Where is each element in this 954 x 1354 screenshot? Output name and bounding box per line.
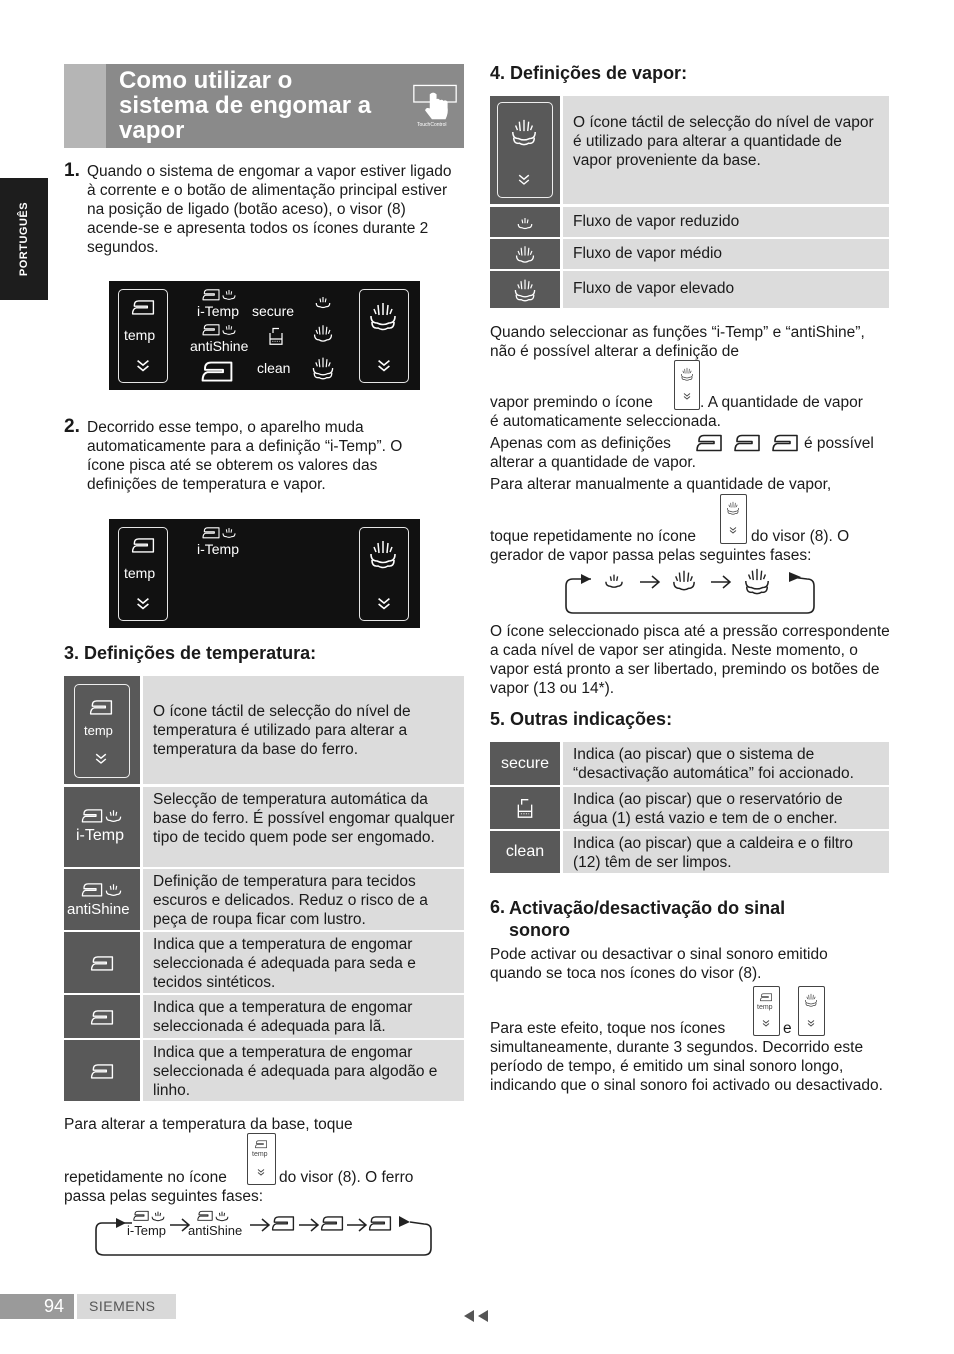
header-accent — [64, 64, 106, 148]
step-2-number: 2. — [64, 416, 80, 437]
chevron-down-icon — [806, 1019, 816, 1028]
temp-row-text: O ícone táctil de selecção do nível de temperatura é utilizado para alterar a temperatura da base do ferro. — [143, 676, 464, 784]
temp-small-button-icon — [753, 986, 780, 1036]
steam-low-icon — [603, 571, 625, 589]
sound-section-heading: Activação/desactivação do sinal sonoro — [509, 898, 786, 940]
steam-p3c: do visor (8). O — [751, 528, 850, 545]
temp-cycle-diagram — [92, 1206, 434, 1258]
itemp-steam-icon — [150, 1209, 166, 1222]
steam-row-text: Fluxo de vapor elevado — [563, 271, 889, 308]
step-1-number: 1. — [64, 160, 80, 181]
display-itemp — [109, 519, 420, 628]
other-row-tank — [490, 787, 889, 829]
page-number: 94 — [0, 1294, 74, 1319]
itemp-steam-icon — [104, 807, 123, 823]
temp-row-antishine — [64, 869, 464, 930]
itemp-label: i-Temp — [76, 827, 125, 844]
steam-high-icon — [743, 566, 771, 596]
steam-low-icon — [314, 294, 332, 309]
language-tab — [0, 178, 48, 300]
iron-3-dots-icon — [89, 1062, 115, 1080]
temp-row-text: Indica que a temperatura de engomar seleccionada é adequada para algodão e linho. — [143, 1040, 464, 1101]
steam-medium-icon — [514, 244, 536, 264]
iron-3-dots-icon — [367, 1214, 393, 1232]
iron-2-dots-icon — [732, 432, 762, 453]
temp-button-icon — [74, 684, 130, 778]
language-label: PORTUGUÊS — [18, 201, 30, 277]
steam-p1a: Quando seleccionar as funções “i-Temp” e “antiShine”, não é possível alterar a definição de — [490, 324, 865, 360]
other-row-text: Indica (ao piscar) que a caldeira e o filtro (12) têm de ser limpos. — [563, 831, 889, 873]
steam-high-icon — [680, 367, 694, 381]
temp-after-text-1: Para alterar a temperatura da base, toque — [64, 1116, 353, 1133]
chevron-down-icon — [682, 392, 692, 401]
chevron-down-icon — [134, 596, 152, 612]
antishine-steam-icon — [214, 1209, 230, 1222]
steam-p2a: Apenas com as definições — [490, 435, 671, 452]
iron-2-dots-cell — [64, 995, 140, 1038]
cycle-antishine-label: antiShine — [188, 1223, 243, 1238]
steam-p1b: vapor premindo o ícone — [490, 394, 653, 411]
step-2-text: Decorrido esse tempo, o aparelho muda automaticamente para a definição “i-Temp”. O ícone pisca até se obterem os valores das definições de temperatura e vapor. — [87, 419, 403, 493]
antishine-steam-icon — [221, 322, 237, 336]
temp-row-text: Definição de temperatura para tecidos escuros e delicados. Reduz o risco de a peça de roupa ficar com lustro. — [143, 869, 464, 930]
steam-low-cell — [490, 207, 560, 237]
itemp-steam-icon — [221, 287, 237, 301]
steam-row-text: Fluxo de vapor médio — [563, 239, 889, 269]
steam-row-text: Fluxo de vapor reduzido — [563, 207, 889, 237]
iron-1-dot-cell — [64, 932, 140, 993]
itemp-iron-icon — [132, 1209, 150, 1222]
display-all-icons — [109, 281, 420, 390]
display-temp-label: temp — [124, 565, 156, 581]
itemp-iron-icon — [201, 287, 221, 302]
display-secure-label: secure — [252, 303, 295, 319]
steam-row-medium — [490, 239, 889, 269]
steam-row-high — [490, 271, 889, 308]
chevron-down-icon — [516, 173, 532, 187]
cycle-itemp-label: i-Temp — [127, 1223, 167, 1238]
sound-p2c: simultaneamente, durante 3 segundos. Decorrido este período de tempo, é emitido um sinal sonoro longo, indicando que o sinal sonoro foi activado ou desactivado. — [490, 1039, 883, 1094]
chevron-down-icon — [761, 1019, 771, 1028]
chevron-down-icon — [256, 1168, 266, 1177]
steam-p3d: gerador de vapor passa pelas seguintes fases: — [490, 547, 812, 564]
temp-row-3dots — [64, 1040, 464, 1101]
temp-small-button-icon — [247, 1133, 276, 1185]
sound-p1: Pode activar ou desactivar o sinal sonoro emitido quando se toca nos ícones do visor (8). — [490, 946, 828, 982]
iron-icon — [254, 1139, 268, 1149]
steam-small-button-icon — [674, 360, 700, 410]
step-1-text: Quando o sistema de engomar a vapor estiver ligado à corrente e o botão de alimentação principal estiver na posição de ligado (botão aceso), o visor (8) acende-se e apresenta todos os ícones durante 2 segundos. — [87, 163, 452, 256]
iron-icon — [130, 298, 156, 316]
sound-p2a: Para este efeito, toque nos ícones — [490, 1020, 726, 1037]
display-steam-button — [359, 527, 409, 621]
steam-medium-icon — [671, 568, 697, 592]
chevron-down-icon — [93, 752, 109, 766]
other-row-secure — [490, 742, 889, 785]
temp-after-text-2: repetidamente no ícone — [64, 1169, 227, 1186]
steam-button-cell — [490, 96, 560, 204]
temp-row-button — [64, 676, 464, 784]
temp-after-text-3: do visor (8). O ferro — [279, 1169, 414, 1186]
antishine-icon-cell — [64, 869, 140, 930]
steam-high-icon — [804, 993, 818, 1007]
water-tank-icon — [515, 795, 535, 821]
steam-p2c: alterar a quantidade de vapor. — [490, 454, 696, 471]
antishine-steam-icon — [104, 881, 123, 897]
steam-high-icon — [513, 277, 537, 303]
clean-cell — [490, 831, 560, 873]
secure-cell — [490, 742, 560, 785]
water-tank-cell — [490, 787, 560, 829]
steam-high-icon — [726, 501, 740, 515]
iron-1-dot-icon — [694, 432, 724, 453]
steam-row-button — [490, 96, 889, 204]
iron-2-dots-icon — [89, 1008, 115, 1026]
other-section-heading: 5. Outras indicações: — [490, 709, 673, 729]
temp-row-2dots — [64, 995, 464, 1038]
itemp-iron-icon — [80, 807, 104, 824]
brand-label: SIEMENS — [77, 1294, 176, 1319]
temp-row-text: Selecção de temperatura automática da base do ferro. É possível engomar qualquer tipo de tecido quem pode ser engomado. — [143, 787, 464, 867]
page-title: Como utilizar o sistema de engomar a vapor — [119, 67, 372, 144]
steam-p1d: é automaticamente seleccionada. — [490, 413, 721, 430]
steam-high-icon — [368, 300, 398, 332]
steam-small-button-icon — [720, 494, 747, 544]
display-antishine-label: antiShine — [190, 338, 249, 354]
chevron-down-icon — [375, 596, 393, 612]
steam-row-low — [490, 207, 889, 237]
antishine-iron-icon — [201, 322, 221, 337]
temp-row-text: Indica que a temperatura de engomar seleccionada é adequada para seda e tecidos sintéticos. — [143, 932, 464, 993]
secure-label: secure — [500, 754, 550, 772]
display-itemp-label: i-Temp — [197, 541, 240, 557]
display-steam-button — [359, 289, 409, 383]
steam-high-icon — [311, 356, 335, 380]
steam-medium-cell — [490, 239, 560, 269]
antishine-iron-icon — [196, 1209, 214, 1222]
steam-cycle-diagram — [563, 566, 817, 616]
antishine-iron-icon — [80, 881, 104, 898]
touchcontrol-icon — [412, 83, 458, 121]
itemp-iron-icon — [201, 525, 221, 540]
chevron-down-icon — [134, 358, 152, 374]
iron-2-dots-icon — [319, 1214, 345, 1232]
steam-high-icon — [368, 538, 398, 570]
temp-small-label: temp — [757, 1004, 773, 1011]
other-row-text: Indica (ao piscar) que o reservatório de água (1) está vazio e tem de o encher. — [563, 787, 889, 829]
steam-p3b: toque repetidamente no ícone — [490, 528, 696, 545]
iron-3-dots-icon — [770, 432, 800, 453]
display-clean-label: clean — [257, 360, 291, 376]
temp-after-text-4: passa pelas seguintes fases: — [64, 1188, 264, 1205]
steam-low-icon — [516, 215, 534, 230]
water-tank-icon — [267, 324, 285, 348]
iron-icon — [130, 536, 156, 554]
steam-high-icon — [510, 117, 538, 147]
section-header — [64, 64, 464, 148]
steam-p3a: Para alterar manualmente a quantidade de vapor, — [490, 476, 832, 493]
chevron-down-icon — [375, 358, 393, 374]
other-row-clean — [490, 831, 889, 873]
iron-icon — [759, 992, 773, 1002]
sound-p2b: e — [783, 1020, 792, 1037]
display-temp-label: temp — [124, 327, 156, 343]
chevron-down-icon — [728, 526, 738, 535]
iron-icon — [88, 698, 114, 716]
antishine-label: antiShine — [67, 901, 130, 918]
temp-section-heading: 3. Definições de temperatura: — [64, 643, 317, 663]
temp-row-itemp — [64, 787, 464, 867]
clean-label: clean — [505, 843, 545, 860]
temp-button-cell — [64, 676, 140, 784]
itemp-steam-icon — [221, 525, 237, 539]
iron-3-dots-cell — [64, 1040, 140, 1101]
steam-high-cell — [490, 271, 560, 308]
back-arrows-icon[interactable] — [462, 1308, 490, 1324]
touchcontrol-label: TouchControl — [417, 122, 447, 128]
temp-small-label: temp — [252, 1151, 268, 1158]
display-temp-button — [118, 289, 168, 383]
sound-section-number: 6. — [490, 897, 506, 917]
steam-small-button-icon — [798, 986, 825, 1036]
display-temp-button — [118, 527, 168, 621]
temp-button-label: temp — [84, 723, 113, 738]
temp-row-text: Indica que a temperatura de engomar seleccionada é adequada para lã. — [143, 995, 464, 1038]
steam-row-text: O ícone táctil de selecção do nível de vapor é utilizado para alterar a quantidade de vapor proveniente da base. — [563, 96, 889, 204]
steam-p2b: é possível — [804, 435, 874, 452]
steam-medium-icon — [312, 323, 334, 343]
temp-row-1dot — [64, 932, 464, 993]
iron-1-dot-icon — [89, 954, 115, 972]
steam-button-icon — [497, 102, 553, 198]
itemp-icon-cell — [64, 787, 140, 867]
display-itemp-label: i-Temp — [197, 303, 240, 319]
other-row-text: Indica (ao piscar) que o sistema de “desactivação automática” foi accionado. — [563, 742, 889, 785]
iron-3-dots-icon — [197, 359, 237, 383]
steam-section-heading: 4. Definições de vapor: — [490, 63, 688, 83]
steam-p4: O ícone seleccionado pisca até a pressão correspondente a cada nível de vapor ser atingida. Neste momento, o vapor está pronto a ser libertado, premindo os botões de vapor (13 ou 14*). — [490, 623, 890, 697]
iron-1-dot-icon — [270, 1214, 296, 1232]
steam-p1c: . A quantidade de vapor — [700, 394, 863, 411]
